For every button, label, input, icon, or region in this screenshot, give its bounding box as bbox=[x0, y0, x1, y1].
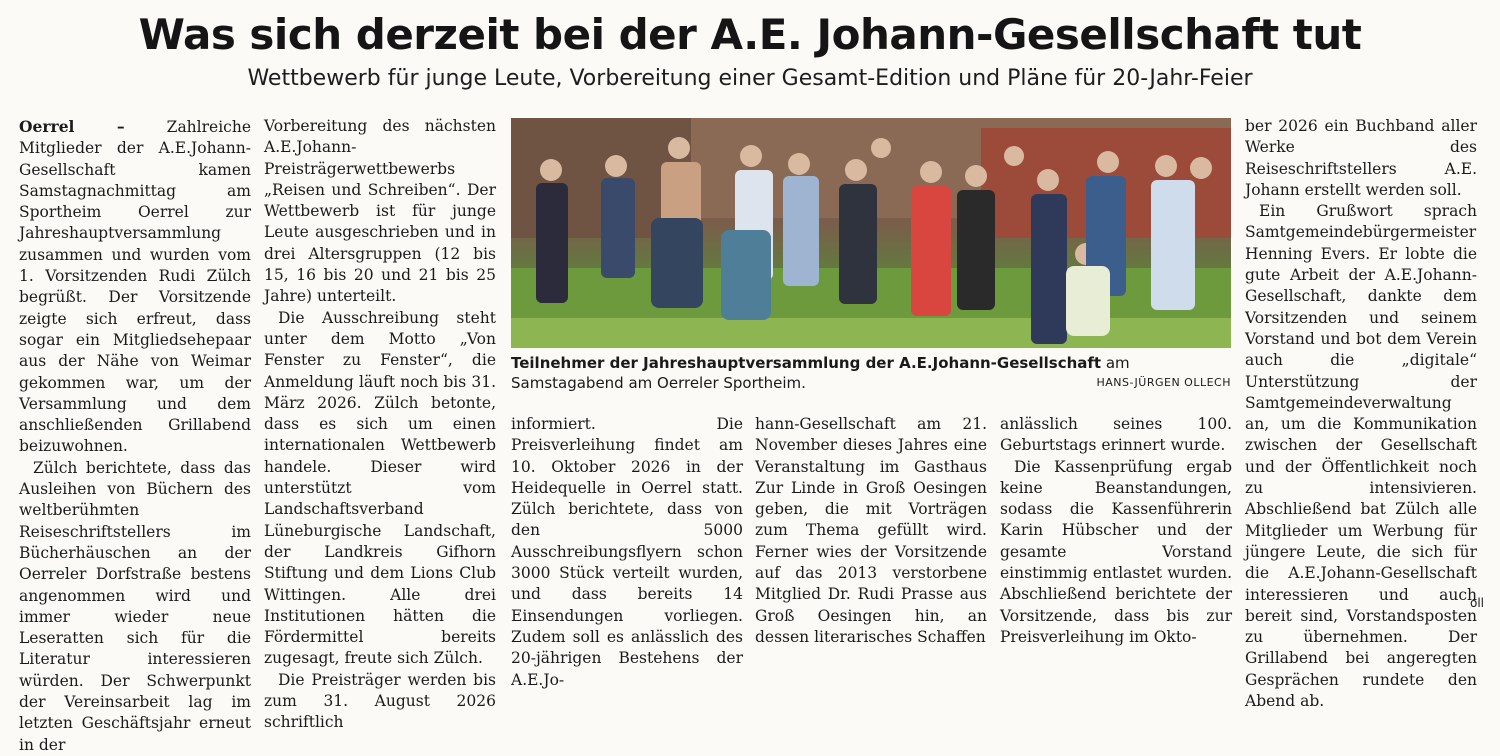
photo-credit: HANS-JÜRGEN OLLECH bbox=[1096, 376, 1231, 389]
column-1 bbox=[19, 116, 251, 756]
paragraph: Die Kassenprüfung ergab keine Beanstandungen, sodass die Kassenführerin Karin Hübscher und der gesamte Vorstand einstimmig entlastet wurden. Abschließend berichtete der Vorsitzende, dass bis zur Preisverleihung im Okto- bbox=[1000, 457, 1232, 646]
paragraph bbox=[19, 116, 251, 458]
subheadline: Wettbewerb für junge Leute, Vorbereitung einer Gesamt-Edition und Pläne für 20-Jahr-Feier bbox=[247, 66, 1253, 91]
paragraph: Die Preisträger werden bis zum 31. August 2026 schriftlich bbox=[264, 670, 496, 732]
caption-bold: Teilnehmer der Jahreshauptversammlung der A.E.Johann-Gesellschaft bbox=[511, 354, 1102, 372]
headline: Was sich derzeit bei der A.E. Johann-Gesellschaft tut bbox=[138, 10, 1362, 59]
column-4 bbox=[755, 414, 987, 648]
column-2 bbox=[264, 116, 496, 734]
column-6 bbox=[1245, 116, 1477, 712]
paragraph-text: Zahlreiche Mitglieder der A.E.Johann-Gesellschaft kamen Samstagnachmittag am Sportheim Oerrel zur Jahreshauptversammlung zusammen und wurden vom 1. Vorsitzenden Rudi Zülch begrüßt. Der Vorsitzende zeigte sich erfreut, dass sogar ein Mitgliedsehepaar aus der Nähe von Weimar gekommen war, um der Versammlung und dem anschließenden Grillabend beizuwohnen. bbox=[19, 118, 251, 456]
paragraph: Ein Grußwort sprach Samtgemeindebürgermeister Henning Evers. Er lobte die gute Arbeit der A.E.Johann-Gesellschaft, dankte dem Vorsitzenden und seinem Vorstand und bot dem Verein auch die „digitale“ Unterstützung der Samtgemeindeverwaltung an, um die Kommunikation zwischen der Gesellschaft und der Öffentlichkeit noch zu intensivieren. Abschließend bat Zülch alle Mitglieder um Werbung für jüngere Leute, die sich für die A.E.Johann-Gesellschaft interessieren und auch bereit sind, Vorstandsposten zu übernehmen. Der Grillabend bei angeregten Gesprächen rundete den Abend ab. bbox=[1245, 202, 1477, 711]
paragraph: ber 2026 ein Buchband aller Werke des Reiseschriftstellers A.E. Johann erstellt werden soll. bbox=[1245, 117, 1477, 199]
group-photo bbox=[511, 118, 1231, 348]
paragraph: Die Ausschreibung steht unter dem Motto „Von Fenster zu Fenster“, die Anmeldung läuft noch bis 31. März 2026. Zülch betonte, dass es sich um einen internationalen Wettbewerb handele. Dieser wird unterstützt vom Landschaftsverband Lüneburgische Landschaft, der Landkreis Gifhorn Stiftung und dem Lions Club Wittingen. Alle drei Institutionen hätten die Fördermittel bereits zugesagt, freute sich Zülch. bbox=[264, 308, 496, 668]
group-photo-illustration bbox=[511, 118, 1231, 348]
column-3 bbox=[511, 414, 743, 691]
paragraph: anlässlich seines 100. Geburtstags erinnert wurde. bbox=[1000, 415, 1232, 455]
author-signature: oll bbox=[1470, 596, 1485, 610]
dateline: Oerrel – bbox=[19, 117, 125, 136]
paragraph: Vorbereitung des nächsten A.E.Johann-Preisträgerwettbewerbs „Reisen und Schreiben“. Der Wettbewerb ist für junge Leute ausgeschrieben und in drei Altersgruppen (12 bis 15, 16 bis 20 und 21 bis 25 Jahre) unterteilt. bbox=[264, 117, 496, 306]
paragraph: Zülch berichtete, dass das Ausleihen von Büchern des weltberühmten Reiseschriftstellers im Bücherhäuschen an der Oerreler Dorfstraße bestens angenommen wird und immer wieder neue Leseratten sich für die Literatur interessieren würden. Der Schwerpunkt der Vereinsarbeit lag im letzten Geschäftsjahr erneut in der bbox=[19, 458, 251, 754]
caption-text: am Samstagabend am Oerreler Sportheim. bbox=[511, 354, 1130, 392]
photo-caption bbox=[511, 353, 1231, 393]
column-5 bbox=[1000, 414, 1232, 648]
paragraph: hann-Gesellschaft am 21. November dieses Jahres eine Veranstaltung im Gasthaus Zur Linde in Groß Oesingen geben, die mit Vorträgen zum Thema gefüllt wird. Ferner wies der Vorsitzende auf das 2013 verstorbene Mitglied Dr. Rudi Prasse aus Groß Oesingen hin, an dessen literarisches Schaffen bbox=[755, 415, 987, 646]
paragraph: informiert. Die Preisverleihung findet am 10. Oktober 2026 in der Heidequelle in Oerrel statt. Zülch berichtete, dass von den 5000 Ausschreibungsflyern schon 3000 Stück verteilt wurden, und dass bereits 14 Einsendungen vorliegen. Zudem soll es anlässlich des 20-jährigen Bestehens der A.E.Jo- bbox=[511, 415, 743, 689]
